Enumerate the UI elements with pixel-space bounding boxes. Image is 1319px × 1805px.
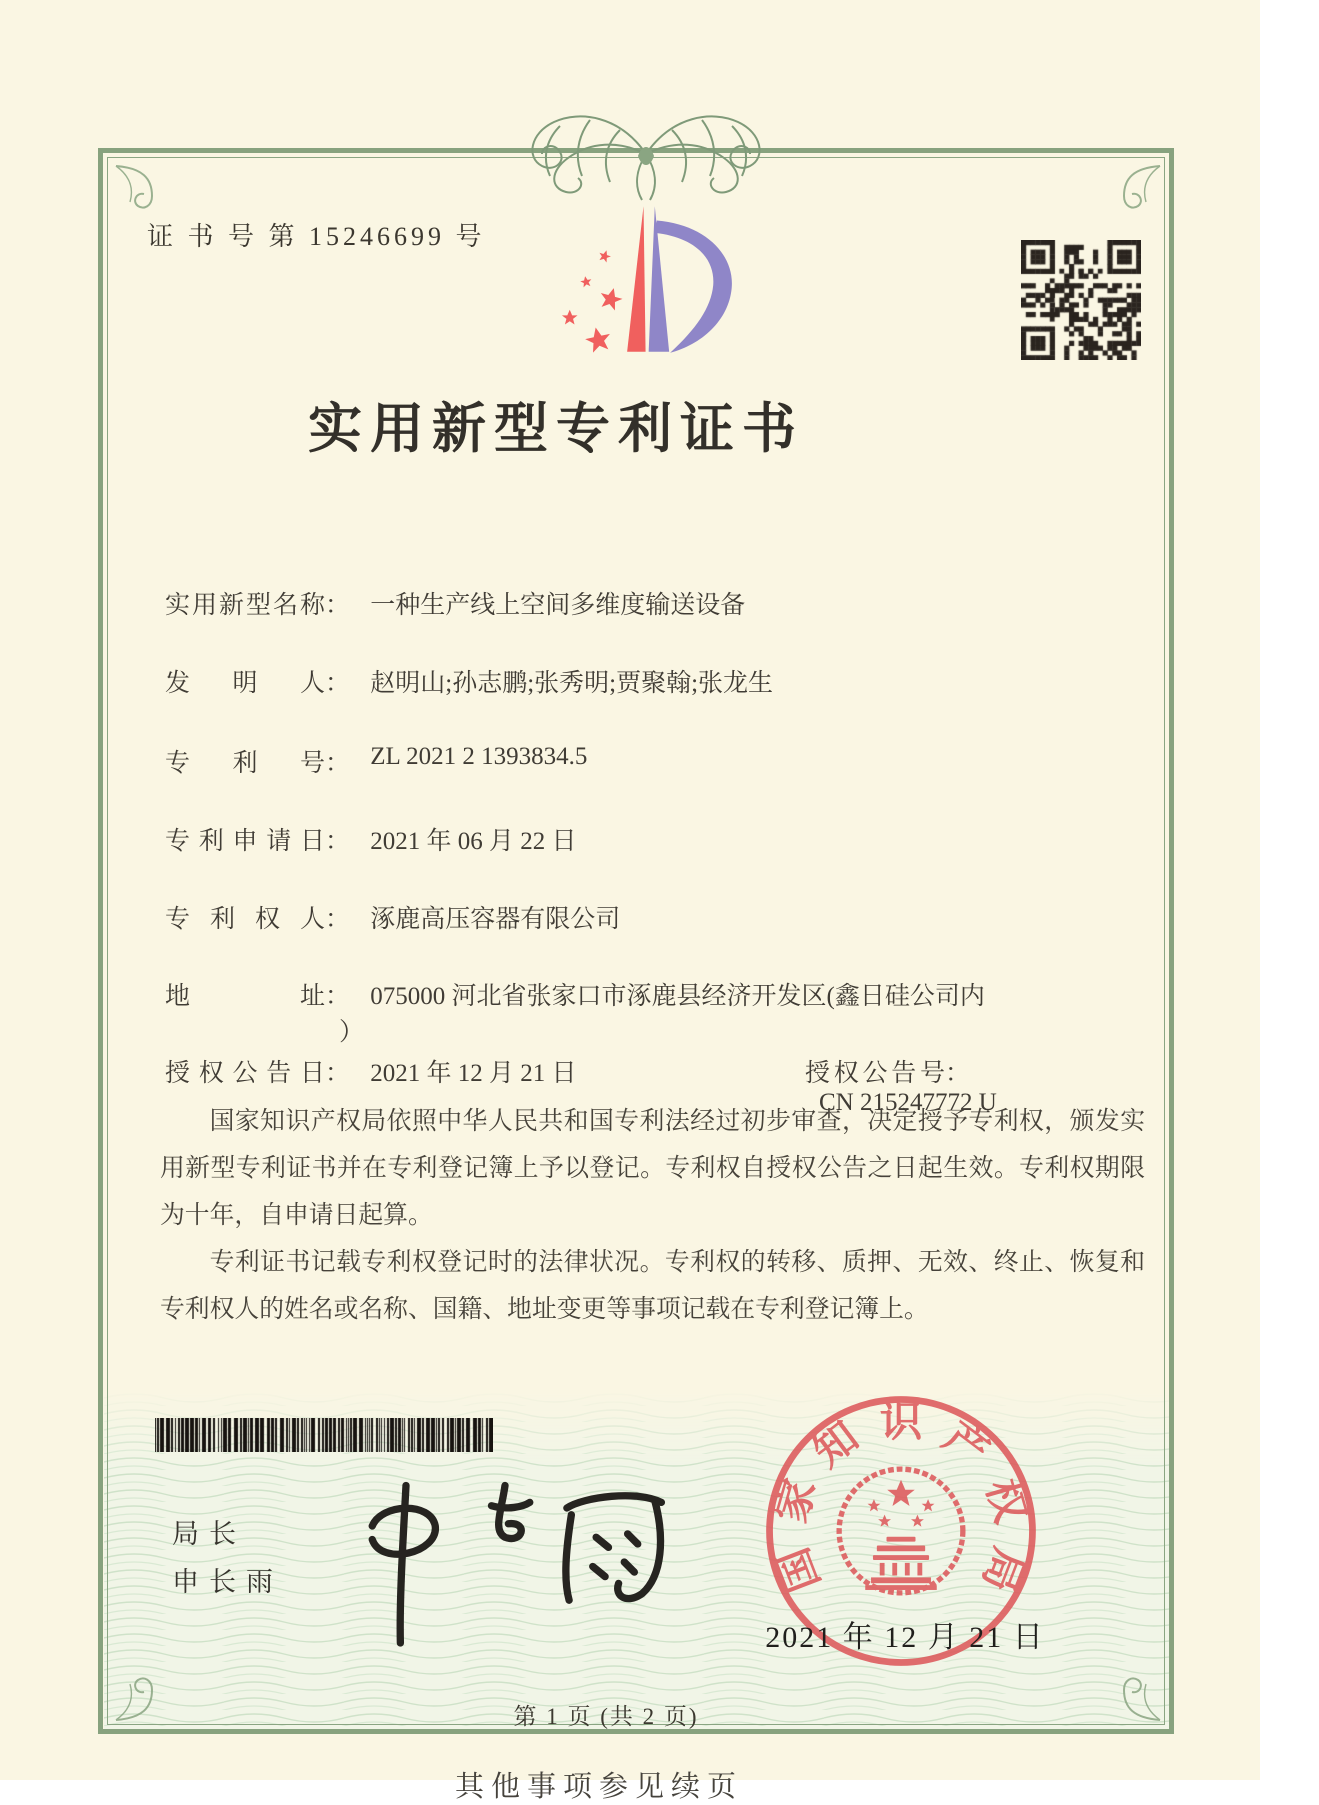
seal-date: 2021 年 12 月 21 日 — [765, 1621, 1045, 1654]
svg-text:家: 家 — [768, 1474, 826, 1528]
field-colon: ： — [945, 1060, 971, 1087]
svg-text:权: 权 — [976, 1474, 1034, 1528]
field-value: 2021 年 06 月 22 日 — [370, 828, 577, 855]
field-colon: ： — [325, 828, 351, 855]
field-label: 专 利 权 人 — [165, 906, 325, 933]
field-label: 专利申请日 — [165, 828, 325, 855]
national-emblem — [865, 1480, 937, 1590]
svg-text:局: 局 — [972, 1541, 1033, 1598]
legal-paragraph-2: 专利证书记载专利权登记时的法律状况。专利权的转移、质押、无效、终止、恢复和专利权人的姓名或名称、国籍、地址变更等事项记载在专利登记簿上。 — [160, 1249, 1145, 1323]
field-value: 075000 河北省张家口市涿鹿县经济开发区(鑫日硅公司内 — [370, 983, 985, 1010]
field-label: 地 址 — [165, 983, 325, 1010]
field-colon: ： — [325, 983, 351, 1010]
commissioner-title: 局长 — [172, 1519, 246, 1549]
field-row-address-line2 — [339, 1012, 1319, 1048]
field-colon: ： — [325, 750, 351, 777]
field-row-inventors — [165, 663, 1145, 699]
grant-date-value: 2021 年 12 月 21 日 — [370, 1060, 577, 1087]
svg-text:产: 产 — [934, 1413, 997, 1477]
page-number: 第 1 页 (共 2 页) — [513, 1704, 699, 1729]
field-value: 赵明山;孙志鹏;张秀明;贾聚翰;张龙生 — [370, 670, 774, 697]
svg-text:国: 国 — [769, 1541, 830, 1598]
field-value: ZL 2021 2 1393834.5 — [370, 743, 588, 770]
field-colon: ： — [325, 592, 351, 619]
legal-text-block — [160, 1098, 1145, 1333]
certificate-title: 实用新型专利证书 — [308, 399, 804, 459]
field-row-address — [165, 976, 1145, 1012]
field-label: 实用新型名称 — [165, 592, 325, 619]
field-row-name — [165, 585, 1145, 621]
field-row-patentee — [165, 899, 1145, 935]
certificate-number: 证 书 号 第 15246699 号 — [147, 222, 486, 251]
corner-flourish-icon — [1110, 1670, 1164, 1724]
field-row-patent-number — [165, 743, 1145, 779]
barcode — [155, 1418, 493, 1452]
svg-text:知: 知 — [805, 1413, 868, 1477]
address-continuation: ） — [339, 1019, 365, 1046]
field-label: 专 利 号 — [165, 750, 325, 777]
legal-paragraph-1: 国家知识产权局依照中华人民共和国专利法经过初步审查，决定授予专利权，颁发实用新型专利证书并在专利登记簿上予以登记。专利权自授权公告之日起生效。专利权期限为十年，自申请日起算。 — [160, 1108, 1145, 1229]
svg-text:识: 识 — [879, 1399, 923, 1447]
handwritten-signature — [335, 1472, 675, 1652]
field-colon: ： — [325, 670, 351, 697]
corner-flourish-icon — [112, 162, 166, 216]
field-colon: ： — [325, 906, 351, 933]
field-colon: ： — [325, 1060, 351, 1087]
commissioner-name: 申长雨 — [172, 1567, 283, 1597]
field-label: 发 明 人 — [165, 670, 325, 697]
cnipa-logo-icon — [540, 196, 745, 364]
top-scroll-ornament-icon — [450, 96, 842, 206]
corner-flourish-icon — [1110, 162, 1164, 216]
field-label: 授权公告日 — [165, 1060, 325, 1087]
field-value: 一种生产线上空间多维度输送设备 — [370, 592, 746, 619]
field-value: 涿鹿高压容器有限公司 — [370, 906, 621, 933]
qr-code — [1021, 240, 1141, 360]
field-row-grant — [165, 1053, 1145, 1116]
field-label: 授权公告号 — [805, 1060, 945, 1087]
field-row-filing-date — [165, 821, 1145, 857]
bottom-cutoff-text: 其他事项参见续页 — [455, 1771, 744, 1803]
grant-number-value: CN 215247772 U — [819, 1089, 997, 1116]
